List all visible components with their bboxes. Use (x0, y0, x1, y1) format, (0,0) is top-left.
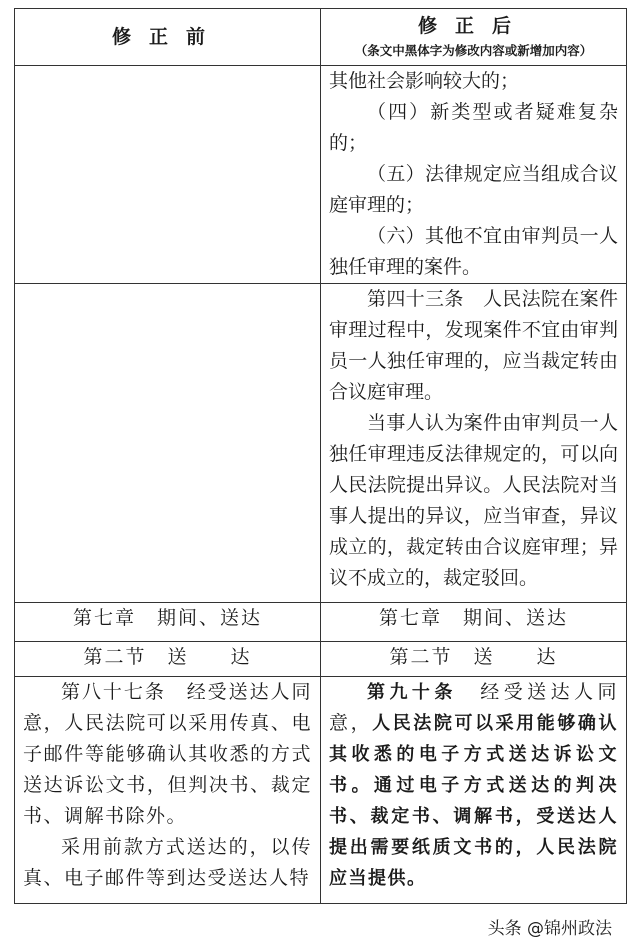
header-row (15, 9, 627, 66)
paragraph: （四）新类型或者疑难复杂的； (329, 101, 618, 154)
paragraph: （五）法律规定应当组成合议庭审理的； (329, 163, 618, 216)
article-number: 第九十条 (367, 682, 457, 703)
table-row (15, 284, 627, 603)
before-cell (15, 677, 321, 904)
comparison-table (14, 8, 627, 904)
chapter-row (15, 603, 627, 642)
header-after-note: （条文中黑体字为修改内容或新增加内容） (354, 43, 593, 58)
header-after-cell (321, 9, 627, 66)
paragraph: 当事人认为案件由审判员一人独任审理违反法律规定的，可以向人民法院提出异议。人民法院对当事人提出的异议，应当审查，异议成立的，裁定转由合议庭审理；异议不成立的，裁定驳回。 (329, 412, 618, 589)
table-row (15, 66, 627, 284)
article-mid: 经受送达人同意， (329, 681, 618, 734)
chapter-before: 第七章 期间、送达 (15, 603, 321, 642)
chapter-after: 第七章 期间、送达 (321, 603, 627, 642)
paragraph: （六）其他不宜由审判员一人独任审理的案件。 (329, 225, 618, 278)
after-cell (321, 284, 627, 603)
watermark: 头条 @锦州政法 (487, 919, 612, 939)
header-after: 修正后 (417, 15, 529, 37)
after-cell (321, 677, 627, 904)
section-row (15, 642, 627, 677)
paragraph (329, 677, 618, 894)
header-before: 修正前 (15, 9, 321, 66)
article-body: 人民法院可以采用能够确认其收悉的电子方式送达诉讼文书。通过电子方式送达的判决书、裁定书、调解书，受送达人提出需要纸质文书的，人民法院应当提供。 (329, 713, 618, 889)
paragraph: 采用前款方式送达的，以传真、电子邮件等到达受送达人特 (23, 836, 312, 889)
after-cell (321, 66, 627, 284)
before-cell-empty (15, 66, 321, 284)
section-after: 第二节 送 达 (321, 642, 627, 677)
section-before: 第二节 送 达 (15, 642, 321, 677)
before-cell-empty (15, 284, 321, 603)
paragraph: 第四十三条 人民法院在案件审理过程中，发现案件不宜由审判员一人独任审理的，应当裁定转由合议庭审理。 (329, 288, 618, 403)
paragraph: 其他社会影响较大的； (329, 70, 520, 92)
table-row (15, 677, 627, 904)
paragraph: 第八十七条 经受送达人同意，人民法院可以采用传真、电子邮件等能够确认其收悉的方式送达诉讼文书，但判决书、裁定书、调解书除外。 (23, 681, 312, 827)
